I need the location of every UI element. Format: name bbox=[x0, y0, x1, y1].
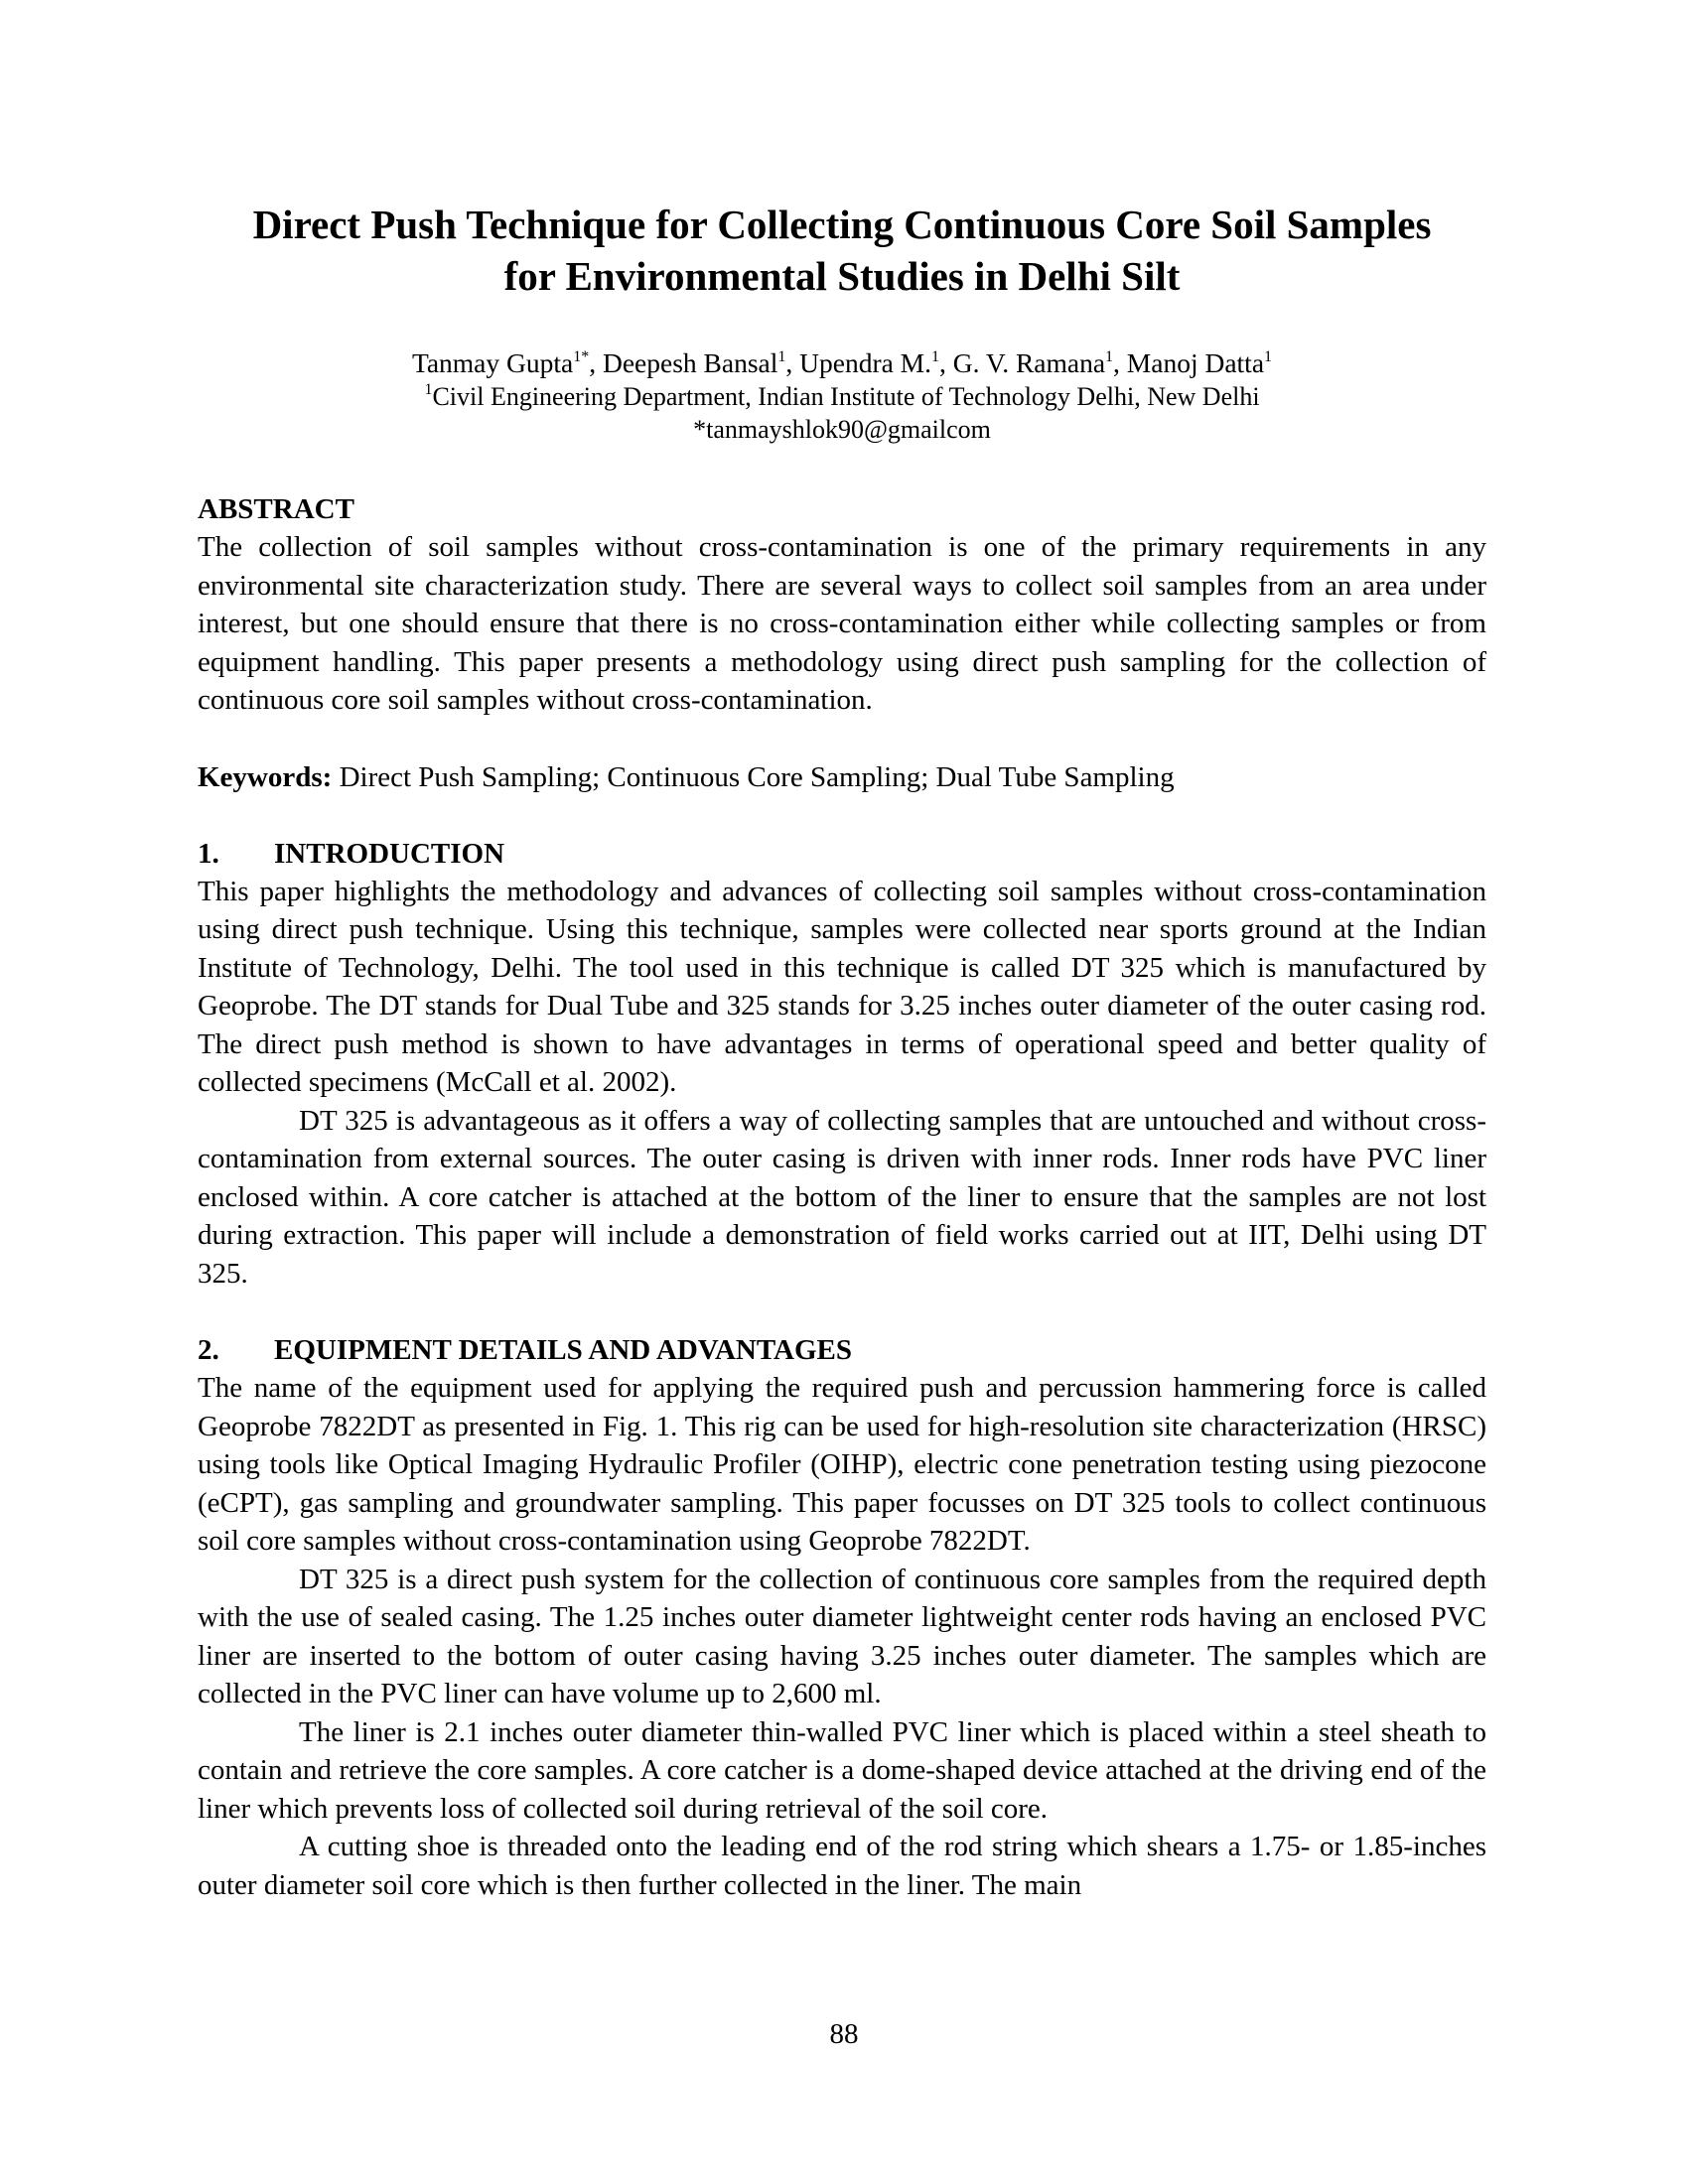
author-name: Tanmay Gupta bbox=[411, 347, 574, 378]
paragraph: DT 325 is a direct push system for the collection of continuous core samples from the required depth with the use of sealed casing. The 1.25 inches outer diameter lightweight center rods having an enclosed PVC liner are inserted to the bottom of outer casing having 3.25 inches outer diameter. The samples which are collected in the PVC liner can have volume up to 2,600 ml. bbox=[198, 1563, 1486, 1709]
page-number: 88 bbox=[829, 2018, 859, 2050]
author-name: Manoj Datta bbox=[1126, 347, 1265, 378]
keywords-text: Direct Push Sampling; Continuous Core Sampling; Dual Tube Sampling bbox=[339, 760, 1175, 793]
section-title: INTRODUCTION bbox=[274, 837, 505, 870]
paragraph: DT 325 is advantageous as it offers a way of collecting samples that are untouched and without cross-contamination from external sources. The outer casing is driven with inner rods. Inner rods have PVC liner enclosed within. A core catcher is attached at the bottom of the liner to ensure that the samples are not lost during extraction. This paper will include a demonstration of field works carried out at IIT, Delhi using DT 325. bbox=[198, 1104, 1486, 1290]
contact-email[interactable]: *tanmayshlok90@gmailcom bbox=[693, 415, 991, 444]
section-title: EQUIPMENT DETAILS AND ADVANTAGES bbox=[274, 1334, 853, 1366]
affiliation-text: Civil Engineering Department, Indian Institute of Technology Delhi, New Delhi bbox=[432, 382, 1260, 411]
author-affil-mark: 1 bbox=[931, 348, 940, 365]
affiliation-mark: 1 bbox=[424, 381, 433, 398]
abstract-text: The collection of soil samples without cross-contamination is one of the primary requirements in any environmental site characterization study. There are several ways to collect soil samples from an area under interest, but one should ensure that there is no cross-contamination either while collecting samples or from equipment handling. This paper presents a methodology using direct push sampling for the collection of continuous core soil samples without cross-contamination. bbox=[198, 531, 1486, 716]
author-list: Tanmay Gupta$^{1*}$, Deepesh Bansal$^1$, Upendra M.$^1$, G. V. Ramana$^1$, Manoj Datta$^1$ bbox=[411, 347, 1273, 378]
paragraph: The liner is 2.1 inches outer diameter thin-walled PVC liner which is placed within a steel sheath to contain and retrieve the core samples. A core catcher is a dome-shaped device attached at the driving end of the liner which prevents loss of collected soil during retrieval of the soil core. bbox=[198, 1715, 1486, 1825]
paragraph: This paper highlights the methodology and advances of collecting soil samples without cross-contamination using direct push technique. Using this technique, samples were collected near sports ground at the Indian Institute of Technology, Delhi. The tool used in this technique is called DT 325 which is manufactured by Geoprobe. The DT stands for Dual Tube and 325 stands for 3.25 inches outer diameter of the outer casing rod. The direct push method is shown to have advantages in terms of operational speed and better quality of collected specimens (McCall et al. 2002). bbox=[198, 875, 1486, 1098]
section-heading-introduction bbox=[198, 835, 1486, 873]
author-affil-mark: 1 bbox=[777, 348, 786, 365]
author-affil-mark: 1 bbox=[1105, 348, 1114, 365]
paragraph: A cutting shoe is threaded onto the leading end of the rod string which shears a 1.75- or 1.85-inches outer diameter soil core which is then further collected in the liner. The main bbox=[198, 1831, 1486, 1901]
section-number: 1. bbox=[198, 837, 219, 870]
author-name: G. V. Ramana bbox=[952, 347, 1106, 378]
paper-title bbox=[198, 199, 1486, 302]
abstract-heading: ABSTRACT bbox=[198, 493, 354, 525]
author-name: Upendra M. bbox=[799, 347, 932, 378]
section-number: 2. bbox=[198, 1334, 219, 1366]
keywords-label: Keywords: bbox=[198, 760, 333, 793]
author-affil-mark: 1 bbox=[1264, 348, 1273, 365]
paragraph: The name of the equipment used for applying the required push and percussion hammering force is called Geoprobe 7822DT as presented in Fig. 1. This rig can be used for high-resolution site characterization (HRSC) using tools like Optical Imaging Hydraulic Profiler (OIHP), electric cone penetration testing using piezocone (eCPT), gas sampling and groundwater sampling. This paper focusses on DT 325 tools to collect continuous soil core samples without cross-contamination using Geoprobe 7822DT. bbox=[198, 1372, 1486, 1557]
paper-page bbox=[198, 199, 1486, 1904]
section-heading-equipment bbox=[198, 1331, 1486, 1369]
affiliation bbox=[198, 380, 1486, 413]
title-line-2: for Environmental Studies in Delhi Silt bbox=[503, 253, 1181, 299]
keywords bbox=[198, 758, 1486, 796]
author-affil-mark: 1* bbox=[573, 348, 590, 365]
title-line-1: Direct Push Technique for Collecting Continuous Core Soil Samples bbox=[252, 202, 1432, 247]
author-name: Deepesh Bansal bbox=[602, 347, 778, 378]
